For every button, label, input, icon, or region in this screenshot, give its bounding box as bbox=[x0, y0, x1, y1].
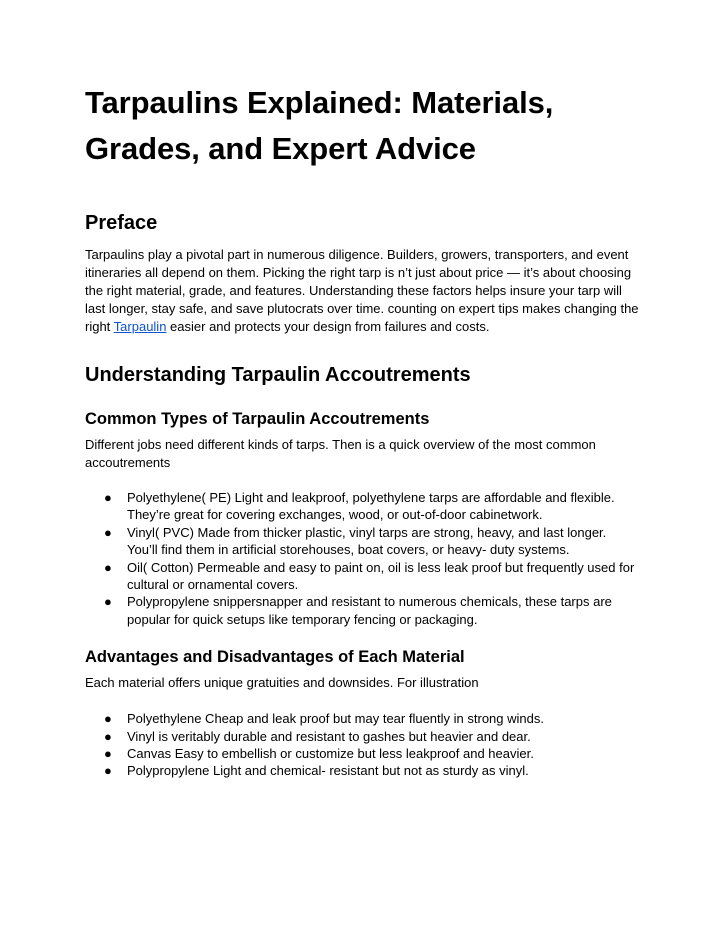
bullet-icon: ● bbox=[104, 763, 112, 779]
list-item-text: Polypropylene snippersnapper and resistant to numerous chemicals, these tarps are popular for quick setups like temporary fencing or packaging. bbox=[127, 594, 612, 627]
list-item bbox=[85, 524, 640, 559]
advantages-heading: Advantages and Disadvantages of Each Material bbox=[85, 648, 465, 667]
list-item bbox=[85, 745, 640, 762]
preface-paragraph bbox=[85, 246, 640, 336]
list-item bbox=[85, 710, 640, 727]
list-item bbox=[85, 559, 640, 594]
document-title: Tarpaulins Explained: Materials, Grades, and Expert Advice bbox=[85, 85, 554, 166]
bullet-icon: ● bbox=[104, 559, 112, 575]
bullet-icon: ● bbox=[104, 728, 112, 744]
advantages-list bbox=[85, 710, 640, 780]
advantages-intro: Each material offers unique gratuities and downsides. For illustration bbox=[85, 675, 479, 691]
bullet-icon: ● bbox=[104, 594, 112, 610]
understanding-heading: Understanding Tarpaulin Accoutrements bbox=[85, 364, 471, 386]
list-item-text: Canvas Easy to embellish or customize but less leakproof and heavier. bbox=[127, 746, 534, 762]
list-item bbox=[85, 728, 640, 745]
bullet-icon: ● bbox=[104, 711, 112, 727]
list-item-text: Vinyl( PVC) Made from thicker plastic, vinyl tarps are strong, heavy, and last longer. You’ll find them in artificial storehouses, boat covers, or heavy- duty systems. bbox=[127, 524, 607, 558]
bullet-icon: ● bbox=[104, 746, 112, 762]
common-types-heading: Common Types of Tarpaulin Accoutrements bbox=[85, 410, 430, 428]
list-item-text: Vinyl is veritably durable and resistant to gashes but heavier and dear. bbox=[127, 728, 531, 744]
list-item-text: Polyethylene( PE) Light and leakproof, polyethylene tarps are affordable and flexible. They’re great for covering exchanges, wood, or out-of-door cabinetwork. bbox=[127, 490, 615, 523]
preface-heading: Preface bbox=[85, 212, 158, 234]
common-types-list bbox=[85, 489, 640, 628]
tarpaulin-link[interactable]: Tarpaulin bbox=[113, 319, 167, 334]
bullet-icon: ● bbox=[104, 524, 112, 540]
list-item bbox=[85, 489, 640, 524]
list-item-text: Oil( Cotton) Permeable and easy to paint on, oil is less leak proof but frequently used for cultural or ornamental covers. bbox=[127, 559, 635, 593]
list-item-text: Polyethylene Cheap and leak proof but may tear fluently in strong winds. bbox=[127, 711, 544, 727]
preface-text-start: Tarpaulins play a pivotal part in numerous diligence. Builders, growers, transporters, and event itineraries all depend on them. Picking the right tarp is n’t just about price — it’s about choosing the right material, grade, and features. Understanding these factors helps insure your tarp will last longer, stay safe, and save plutocrats over time. counting on expert tips makes changing the right bbox=[85, 247, 639, 334]
list-item bbox=[85, 762, 640, 779]
list-item bbox=[85, 593, 640, 628]
bullet-icon: ● bbox=[104, 490, 112, 505]
list-item-text: Polypropylene Light and chemical- resistant but not as sturdy as vinyl. bbox=[127, 763, 529, 779]
preface-text-end: easier and protects your design from failures and costs. bbox=[166, 319, 490, 334]
common-types-intro: Different jobs need different kinds of tarps. Then is a quick overview of the most common accoutrements bbox=[85, 437, 596, 470]
